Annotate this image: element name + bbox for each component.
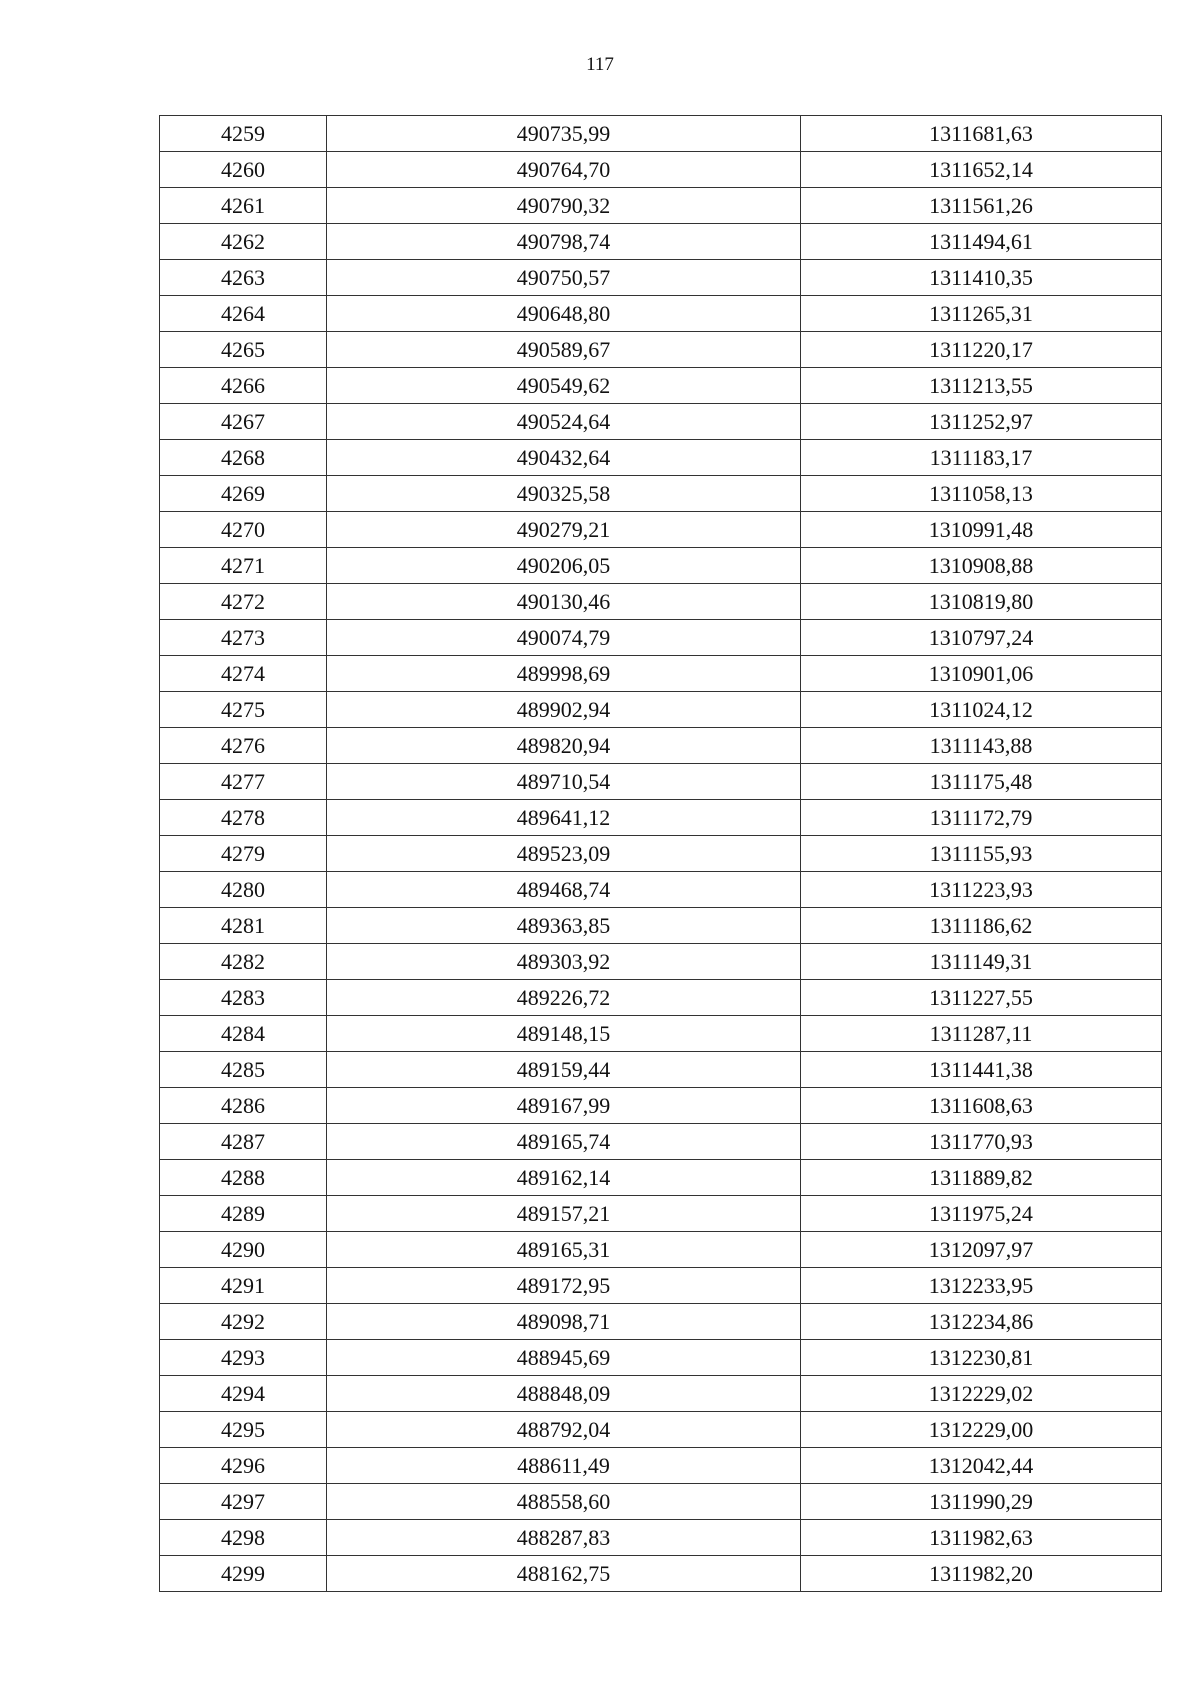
x-coordinate-cell: 488558,60 (327, 1484, 801, 1520)
table-row (160, 1232, 1162, 1268)
point-number-cell: 4283 (160, 980, 327, 1016)
x-coordinate-cell: 490750,57 (327, 260, 801, 296)
point-number-cell: 4276 (160, 728, 327, 764)
x-coordinate-cell: 488792,04 (327, 1412, 801, 1448)
y-coordinate-cell: 1311186,62 (801, 908, 1162, 944)
table-row (160, 224, 1162, 260)
point-number-cell: 4294 (160, 1376, 327, 1412)
coordinates-table-body (160, 116, 1162, 1592)
x-coordinate-cell: 490790,32 (327, 188, 801, 224)
y-coordinate-cell: 1312097,97 (801, 1232, 1162, 1268)
point-number-cell: 4268 (160, 440, 327, 476)
y-coordinate-cell: 1311441,38 (801, 1052, 1162, 1088)
table-row (160, 368, 1162, 404)
x-coordinate-cell: 489902,94 (327, 692, 801, 728)
y-coordinate-cell: 1310797,24 (801, 620, 1162, 656)
y-coordinate-cell: 1311058,13 (801, 476, 1162, 512)
y-coordinate-cell: 1311982,20 (801, 1556, 1162, 1592)
point-number-cell: 4290 (160, 1232, 327, 1268)
table-row (160, 728, 1162, 764)
y-coordinate-cell: 1311608,63 (801, 1088, 1162, 1124)
table-row (160, 296, 1162, 332)
point-number-cell: 4285 (160, 1052, 327, 1088)
table-row (160, 1556, 1162, 1592)
point-number-cell: 4262 (160, 224, 327, 260)
x-coordinate-cell: 489820,94 (327, 728, 801, 764)
table-row (160, 116, 1162, 152)
y-coordinate-cell: 1311143,88 (801, 728, 1162, 764)
point-number-cell: 4278 (160, 800, 327, 836)
point-number-cell: 4280 (160, 872, 327, 908)
x-coordinate-cell: 489167,99 (327, 1088, 801, 1124)
point-number-cell: 4281 (160, 908, 327, 944)
point-number-cell: 4279 (160, 836, 327, 872)
point-number-cell: 4261 (160, 188, 327, 224)
point-number-cell: 4275 (160, 692, 327, 728)
x-coordinate-cell: 489303,92 (327, 944, 801, 980)
y-coordinate-cell: 1311990,29 (801, 1484, 1162, 1520)
coordinates-table (159, 115, 1162, 1592)
x-coordinate-cell: 489523,09 (327, 836, 801, 872)
table-row (160, 1448, 1162, 1484)
y-coordinate-cell: 1311681,63 (801, 116, 1162, 152)
y-coordinate-cell: 1311213,55 (801, 368, 1162, 404)
table-row (160, 476, 1162, 512)
y-coordinate-cell: 1311287,11 (801, 1016, 1162, 1052)
y-coordinate-cell: 1311252,97 (801, 404, 1162, 440)
page-number: 117 (586, 54, 614, 75)
table-row (160, 908, 1162, 944)
x-coordinate-cell: 490648,80 (327, 296, 801, 332)
x-coordinate-cell: 490764,70 (327, 152, 801, 188)
table-row (160, 980, 1162, 1016)
table-row (160, 548, 1162, 584)
table-row (160, 584, 1162, 620)
table-row (160, 944, 1162, 980)
y-coordinate-cell: 1312229,02 (801, 1376, 1162, 1412)
point-number-cell: 4270 (160, 512, 327, 548)
point-number-cell: 4264 (160, 296, 327, 332)
x-coordinate-cell: 489172,95 (327, 1268, 801, 1304)
x-coordinate-cell: 490524,64 (327, 404, 801, 440)
x-coordinate-cell: 489162,14 (327, 1160, 801, 1196)
y-coordinate-cell: 1310991,48 (801, 512, 1162, 548)
y-coordinate-cell: 1311227,55 (801, 980, 1162, 1016)
x-coordinate-cell: 489165,74 (327, 1124, 801, 1160)
y-coordinate-cell: 1311024,12 (801, 692, 1162, 728)
y-coordinate-cell: 1311265,31 (801, 296, 1162, 332)
point-number-cell: 4277 (160, 764, 327, 800)
table-row (160, 1304, 1162, 1340)
point-number-cell: 4295 (160, 1412, 327, 1448)
point-number-cell: 4296 (160, 1448, 327, 1484)
table-row (160, 512, 1162, 548)
x-coordinate-cell: 488611,49 (327, 1448, 801, 1484)
point-number-cell: 4269 (160, 476, 327, 512)
x-coordinate-cell: 490798,74 (327, 224, 801, 260)
point-number-cell: 4274 (160, 656, 327, 692)
table-row (160, 1088, 1162, 1124)
point-number-cell: 4266 (160, 368, 327, 404)
table-row (160, 440, 1162, 476)
point-number-cell: 4291 (160, 1268, 327, 1304)
table-row (160, 1124, 1162, 1160)
y-coordinate-cell: 1311652,14 (801, 152, 1162, 188)
table-row (160, 692, 1162, 728)
y-coordinate-cell: 1311561,26 (801, 188, 1162, 224)
y-coordinate-cell: 1311975,24 (801, 1196, 1162, 1232)
point-number-cell: 4288 (160, 1160, 327, 1196)
y-coordinate-cell: 1312230,81 (801, 1340, 1162, 1376)
point-number-cell: 4287 (160, 1124, 327, 1160)
table-row (160, 1376, 1162, 1412)
point-number-cell: 4286 (160, 1088, 327, 1124)
y-coordinate-cell: 1312234,86 (801, 1304, 1162, 1340)
y-coordinate-cell: 1310819,80 (801, 584, 1162, 620)
x-coordinate-cell: 490206,05 (327, 548, 801, 584)
y-coordinate-cell: 1311220,17 (801, 332, 1162, 368)
x-coordinate-cell: 489998,69 (327, 656, 801, 692)
point-number-cell: 4272 (160, 584, 327, 620)
y-coordinate-cell: 1311410,35 (801, 260, 1162, 296)
x-coordinate-cell: 489159,44 (327, 1052, 801, 1088)
x-coordinate-cell: 489157,21 (327, 1196, 801, 1232)
table-row (160, 152, 1162, 188)
x-coordinate-cell: 489165,31 (327, 1232, 801, 1268)
x-coordinate-cell: 490074,79 (327, 620, 801, 656)
point-number-cell: 4292 (160, 1304, 327, 1340)
point-number-cell: 4260 (160, 152, 327, 188)
point-number-cell: 4297 (160, 1484, 327, 1520)
point-number-cell: 4267 (160, 404, 327, 440)
y-coordinate-cell: 1311172,79 (801, 800, 1162, 836)
y-coordinate-cell: 1311494,61 (801, 224, 1162, 260)
x-coordinate-cell: 490589,67 (327, 332, 801, 368)
y-coordinate-cell: 1311889,82 (801, 1160, 1162, 1196)
y-coordinate-cell: 1310908,88 (801, 548, 1162, 584)
point-number-cell: 4263 (160, 260, 327, 296)
point-number-cell: 4259 (160, 116, 327, 152)
x-coordinate-cell: 488848,09 (327, 1376, 801, 1412)
table-row (160, 764, 1162, 800)
table-row (160, 872, 1162, 908)
table-row (160, 1160, 1162, 1196)
table-row (160, 260, 1162, 296)
point-number-cell: 4299 (160, 1556, 327, 1592)
x-coordinate-cell: 490735,99 (327, 116, 801, 152)
point-number-cell: 4298 (160, 1520, 327, 1556)
point-number-cell: 4284 (160, 1016, 327, 1052)
point-number-cell: 4265 (160, 332, 327, 368)
table-row (160, 1484, 1162, 1520)
x-coordinate-cell: 489148,15 (327, 1016, 801, 1052)
table-row (160, 1340, 1162, 1376)
table-row (160, 656, 1162, 692)
x-coordinate-cell: 489098,71 (327, 1304, 801, 1340)
table-row (160, 1052, 1162, 1088)
table-row (160, 620, 1162, 656)
x-coordinate-cell: 489468,74 (327, 872, 801, 908)
x-coordinate-cell: 488287,83 (327, 1520, 801, 1556)
x-coordinate-cell: 488945,69 (327, 1340, 801, 1376)
table-row (160, 1268, 1162, 1304)
point-number-cell: 4289 (160, 1196, 327, 1232)
point-number-cell: 4293 (160, 1340, 327, 1376)
y-coordinate-cell: 1311155,93 (801, 836, 1162, 872)
table-row (160, 1016, 1162, 1052)
x-coordinate-cell: 489641,12 (327, 800, 801, 836)
point-number-cell: 4282 (160, 944, 327, 980)
table-row (160, 404, 1162, 440)
point-number-cell: 4273 (160, 620, 327, 656)
y-coordinate-cell: 1311149,31 (801, 944, 1162, 980)
x-coordinate-cell: 490432,64 (327, 440, 801, 476)
x-coordinate-cell: 490325,58 (327, 476, 801, 512)
table-row (160, 1520, 1162, 1556)
table-row (160, 1412, 1162, 1448)
x-coordinate-cell: 489226,72 (327, 980, 801, 1016)
x-coordinate-cell: 490279,21 (327, 512, 801, 548)
y-coordinate-cell: 1311223,93 (801, 872, 1162, 908)
x-coordinate-cell: 489710,54 (327, 764, 801, 800)
x-coordinate-cell: 489363,85 (327, 908, 801, 944)
table-row (160, 1196, 1162, 1232)
x-coordinate-cell: 488162,75 (327, 1556, 801, 1592)
y-coordinate-cell: 1311770,93 (801, 1124, 1162, 1160)
table-row (160, 188, 1162, 224)
point-number-cell: 4271 (160, 548, 327, 584)
y-coordinate-cell: 1311183,17 (801, 440, 1162, 476)
y-coordinate-cell: 1311982,63 (801, 1520, 1162, 1556)
y-coordinate-cell: 1311175,48 (801, 764, 1162, 800)
x-coordinate-cell: 490130,46 (327, 584, 801, 620)
y-coordinate-cell: 1312042,44 (801, 1448, 1162, 1484)
x-coordinate-cell: 490549,62 (327, 368, 801, 404)
y-coordinate-cell: 1312229,00 (801, 1412, 1162, 1448)
y-coordinate-cell: 1310901,06 (801, 656, 1162, 692)
table-row (160, 800, 1162, 836)
table-row (160, 332, 1162, 368)
table-row (160, 836, 1162, 872)
y-coordinate-cell: 1312233,95 (801, 1268, 1162, 1304)
